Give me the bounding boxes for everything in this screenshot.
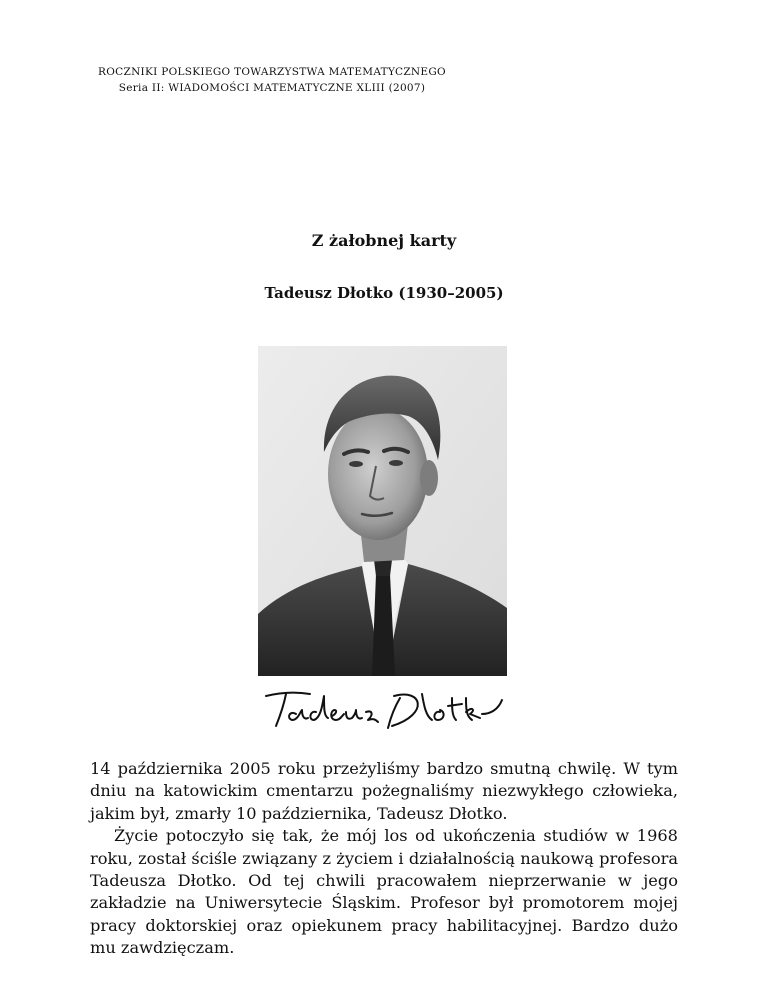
paragraph: Życie potoczyło się tak, że mój los od ukończenia studiów w 1968 roku, został ściśle związany z życiem i działalnością naukową profesora Tadeusza Dłotko. Od tej chwili pracowałem nieprzerwanie w jego zakładzie na Uniwersytecie Śląskim. Profesor był promotorem mojej pracy doktorskiej oraz opiekunem pracy habilitacyjnej. Bardzo dużo mu zawdzięczam. (90, 826, 678, 958)
article-body (90, 758, 678, 960)
paragraph: 14 października 2005 roku przeżyliśmy bardzo smutną chwilę. W tym dniu na katowickim cmentarzu pożegnaliśmy niezwykłego człowieka, jakim był, zmarły 10 października, Tadeusz Dłotko. (90, 759, 678, 823)
signature (262, 684, 512, 736)
journal-series: Seria II: WIADOMOŚCI MATEMATYCZNE XLIII (2007) (118, 82, 426, 94)
section-title: Z żałobnej karty (311, 231, 457, 250)
portrait-photo (258, 346, 507, 676)
article-title: Tadeusz Dłotko (1930–2005) (264, 284, 504, 302)
journal-name: ROCZNIKI POLSKIEGO TOWARZYSTWA MATEMATYCZNEGO (98, 66, 446, 78)
journal-header (92, 64, 452, 96)
